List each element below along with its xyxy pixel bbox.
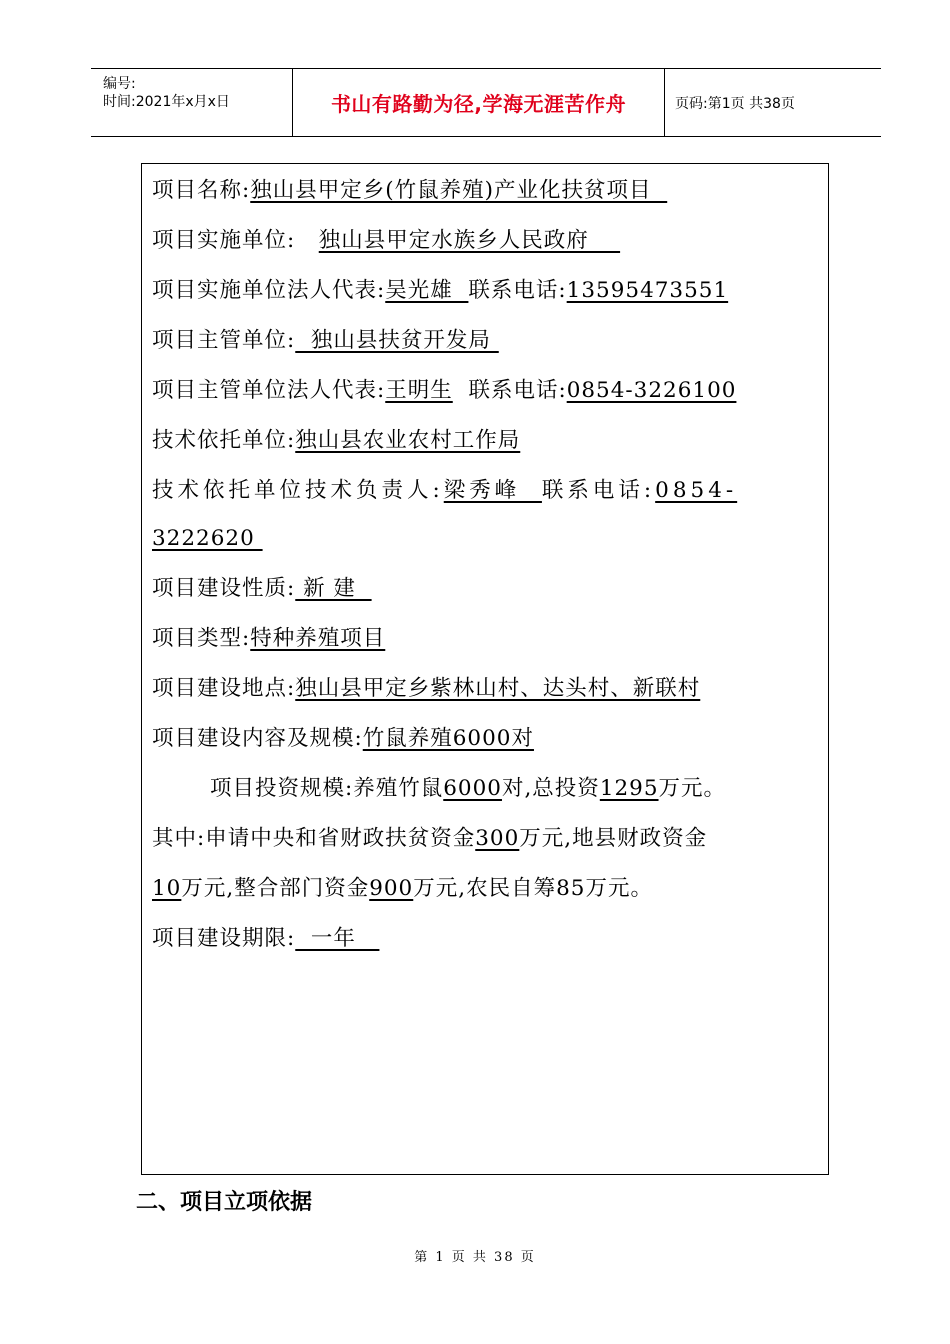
invest-line-2 — [152, 824, 707, 854]
section-title: 二、项目立项依据 — [136, 1190, 313, 1215]
tech-unit-line — [152, 426, 520, 456]
sup-phone-value: 0854-3226100 — [566, 378, 737, 403]
header-page-number: 页码:第1页 共38页 — [675, 95, 795, 112]
impl-phone-value: 13595473551 — [566, 278, 729, 303]
project-name-value: 独山县甲定乡(竹鼠养殖)产业化扶贫项目 — [250, 178, 668, 203]
project-info-box — [141, 163, 829, 1175]
invest-central-fund: 300 — [475, 826, 520, 851]
tech-unit-value: 独山县农业农村工作局 — [295, 428, 521, 453]
tech-phone-value-part2: 3222620 — [152, 526, 263, 551]
invest-text: 其中:申请中央和省财政扶贫资金 — [152, 826, 476, 851]
location-label: 项目建设地点: — [152, 676, 296, 701]
supervisor-line — [152, 326, 499, 356]
period-label: 项目建设期限: — [152, 926, 296, 951]
supervisor-label: 项目主管单位: — [152, 328, 296, 353]
scale-line — [152, 724, 534, 754]
tech-lead-value: 梁秀峰 — [443, 478, 542, 503]
sup-rep-value: 王明生 — [385, 378, 453, 403]
header-meta — [91, 69, 293, 136]
nature-label: 项目建设性质: — [152, 576, 296, 601]
invest-line-3 — [152, 874, 653, 904]
tech-unit-label: 技术依托单位: — [152, 428, 296, 453]
project-name-line — [152, 176, 667, 206]
location-line — [152, 674, 700, 704]
page-footer: 第 1 页 共 38 页 — [414, 1250, 536, 1265]
location-value: 独山县甲定乡紫林山村、达头村、新联村 — [295, 676, 701, 701]
header-motto: 书山有路勤为径,学海无涯苦作舟 — [330, 92, 627, 116]
period-value: 一年 — [295, 926, 380, 951]
header-page-cell — [665, 69, 881, 136]
tech-lead-line — [152, 476, 737, 506]
type-line — [152, 624, 385, 654]
tech-phone-continued-line — [152, 524, 263, 554]
invest-dept-fund: 900 — [369, 876, 414, 901]
scale-value: 竹鼠养殖6000对 — [362, 726, 534, 751]
invest-text: 万元,整合部门资金 — [181, 876, 370, 901]
time-label: 时间:2021年x月x日 — [103, 94, 230, 110]
invest-total: 1295 — [599, 776, 659, 801]
nature-value: 新 建 — [295, 576, 372, 601]
impl-rep-line — [152, 276, 728, 306]
type-label: 项目类型: — [152, 626, 251, 651]
invest-local-fund: 10 — [152, 876, 182, 901]
sup-phone-label: 联系电话: — [468, 378, 567, 403]
page-header — [91, 68, 881, 137]
invest-text: 对,总投资 — [501, 776, 600, 801]
header-motto-cell — [293, 69, 665, 136]
impl-unit-line — [152, 226, 620, 256]
impl-rep-value: 吴光雄 — [385, 278, 469, 303]
scale-label: 项目建设内容及规模: — [152, 726, 363, 751]
invest-line-1 — [210, 774, 726, 804]
project-name-label: 项目名称: — [152, 178, 251, 203]
invest-bamboo-rat-count: 6000 — [443, 776, 502, 801]
invest-text: 万元。 — [658, 776, 727, 801]
tech-lead-label: 技术依托单位技术负责人: — [152, 478, 444, 503]
invest-text: 万元,地县财政资金 — [519, 826, 708, 851]
serial-label: 编号: — [103, 76, 136, 92]
invest-text: 项目投资规模:养殖竹鼠 — [210, 776, 444, 801]
invest-text: 万元,农民自筹85万元。 — [413, 876, 653, 901]
tech-phone-value-part1: 0854- — [655, 478, 738, 503]
impl-rep-label: 项目实施单位法人代表: — [152, 278, 386, 303]
tech-phone-label: 联系电话: — [541, 478, 656, 503]
nature-line — [152, 574, 372, 604]
impl-unit-label: 项目实施单位: — [152, 228, 319, 253]
impl-unit-value: 独山县甲定水族乡人民政府 — [318, 228, 621, 253]
sup-rep-line — [152, 376, 736, 406]
type-value: 特种养殖项目 — [250, 626, 386, 651]
supervisor-value: 独山县扶贫开发局 — [295, 328, 499, 353]
sup-rep-label: 项目主管单位法人代表: — [152, 378, 386, 403]
period-line — [152, 924, 379, 954]
impl-phone-label: 联系电话: — [468, 278, 567, 303]
